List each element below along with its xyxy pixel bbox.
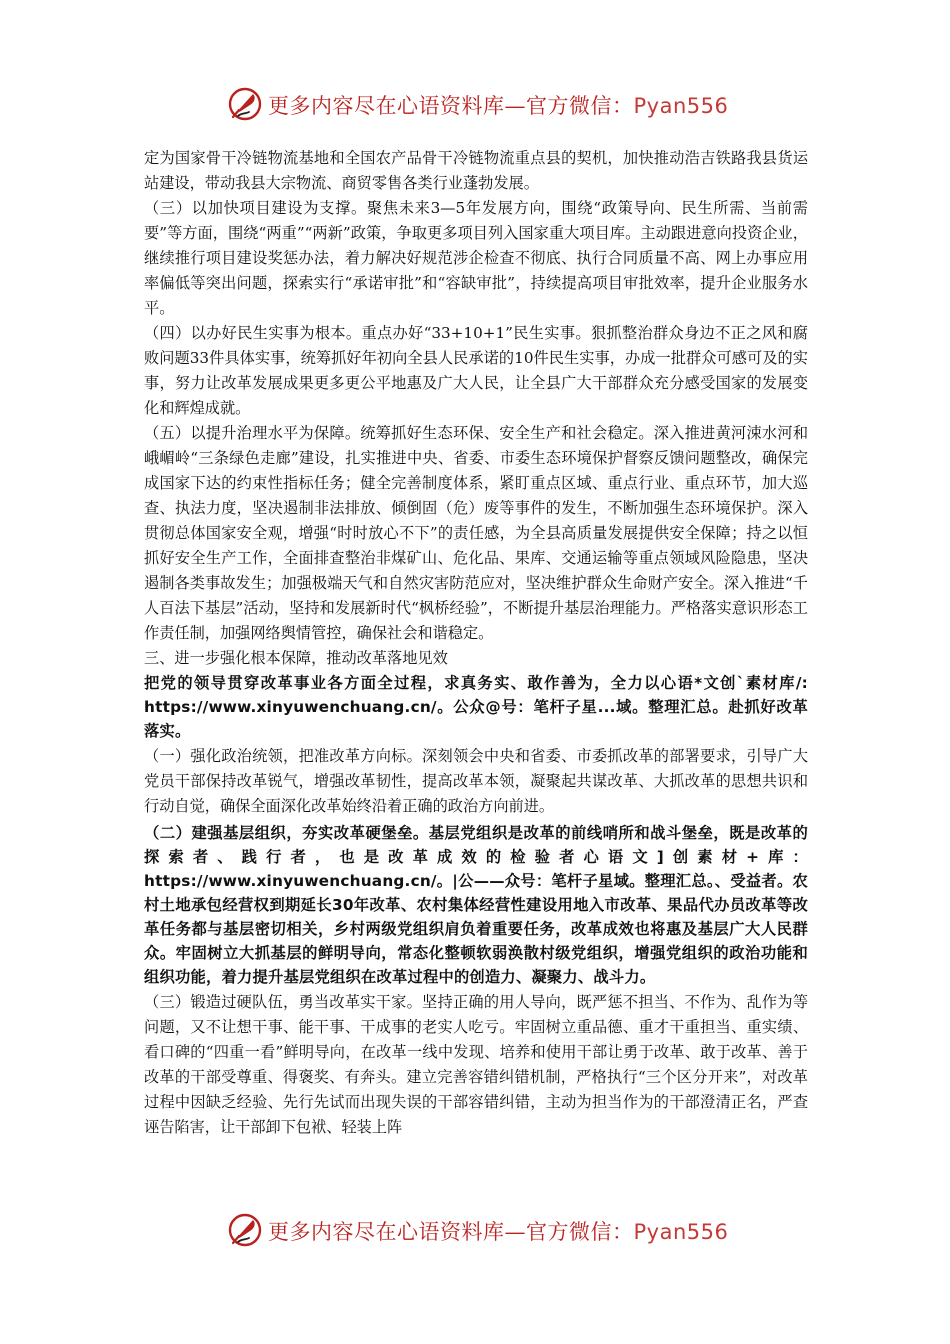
section-heading-3: 三、进一步强化根本保障，推动改革落地见效 bbox=[144, 649, 448, 667]
header-watermark bbox=[0, 84, 950, 124]
quill-logo-icon bbox=[227, 86, 263, 122]
footer-brand-text: 更多内容尽在心语资料库—官方微信：Pyan556 bbox=[268, 1220, 729, 1244]
paragraph-grassroots-organization: （二）建强基层组织，夯实改革硬堡垒。基层党组织是改革的前线哨所和战斗堡垒，既是改革的探索者、践行者，也是改革成效的检验者心语文]创素材+库：https://www.xinyuwenchuang.cn/。|公——众号：笔杆子星域。整理汇总。、受益者。农村土地承包经营权到期延长30年改革、农村集体经营性建设用地入市改革、果品代办员改革等改革任务都与基层密切相关，乡村两级党组织肩负着重要任务，改革成效也将惠及基层广大人民群众。牢固树立大抓基层的鲜明导向，常态化整顿软弱涣散村级党组织，增强党组织的政治功能和组织功能，着力提升基层党组织在改革过程中的创造力、凝聚力、战斗力。 bbox=[144, 824, 808, 986]
document-body bbox=[144, 146, 808, 1140]
footer-watermark bbox=[0, 1210, 950, 1250]
paragraph-party-leadership: 把党的领导贯穿改革事业各方面全过程，求真务实、敢作善为，全力以心语*文创`素材库/: https://www.xinyuwenchuang.cn/。公众@号：笔杆子星...域。整理汇总。赴抓好改革落实。 bbox=[144, 674, 808, 740]
paragraph-1: 定为国家骨干冷链物流基地和全国农产品骨干冷链物流重点县的契机，加快推动浩吉铁路我县货运站建设，带动我县大宗物流、商贸零售各类行业蓬勃发展。 bbox=[144, 149, 808, 192]
paragraph-livelihood: （四）以办好民生实事为根本。重点办好“33+10+1”民生实事。狠抓整治群众身边不正之风和腐败问题33件具体实事，统筹抓好年初向全县人民承诺的10件民生实事，办成一批群众可感可及的实事，努力让改革发展成果更多更公平地惠及广大人民，让全县广大干部群众充分感受国家的发展变化和辉煌成就。 bbox=[144, 324, 808, 417]
paragraph-political-guidance: （一）强化政治统领，把准改革方向标。深刻领会中央和省委、市委抓改革的部署要求，引导广大党员干部保持改革锐气，增强改革韧性，提高改革本领，凝聚起共谋改革、大抓改革的思想共识和行动自觉，确保全面深化改革始终沿着正确的政治方向前进。 bbox=[144, 747, 808, 815]
footer-wechat-id: Pyan556 bbox=[633, 1220, 729, 1244]
quill-logo-icon bbox=[227, 1212, 263, 1248]
paragraph-governance: （五）以提升治理水平为保障。统筹抓好生态环保、安全生产和社会稳定。深入推进黄河涑水河和峨嵋岭“三条绿色走廊”建设，扎实推进中央、省委、市委生态环境保护督察反馈问题整改，确保完成国家下达的约束性指标任务；健全完善制度体系，紧盯重点区域、重点行业、重点环节，加大巡查、执法力度，坚决遏制非法排放、倾倒固（危）废等事件的发生，不断加强生态环境保护。深入贯彻总体国家安全观，增强“时时放心不下”的责任感，为全县高质量发展提供安全保障；持之以恒抓好安全生产工作，全面排查整治非煤矿山、危化品、果库、交通运输等重点领域风险隐患，坚决遏制各类事故发生；加强极端天气和自然灾害防范应对，坚决维护群众生命财产安全。深入推进“千人百法下基层”活动，坚持和发展新时代“枫桥经验”，不断提升基层治理能力。严格落实意识形态工作责任制，加强网络舆情管控，确保社会和谐稳定。 bbox=[144, 424, 808, 642]
header-brand-text: 更多内容尽在心语资料库—官方微信：Pyan556 bbox=[268, 94, 729, 118]
paragraph-cadre-team: （三）锻造过硬队伍，勇当改革实干家。坚持正确的用人导向，既严惩不担当、不作为、乱作为等问题，又不让想干事、能干事、干成事的老实人吃亏。牢固树立重品德、重才干重担当、重实绩、看口碑的“四重一看”鲜明导向，在改革一线中发现、培养和使用干部让勇于改革、敢于改革、善于改革的干部受尊重、得褒奖、有奔头。建立完善容错纠错机制，严格执行“三个区分开来”，对改革过程中因缺乏经验、先行先试而出现失误的干部容错纠错，主动为担当作为的干部澄清正名，严查诬告陷害，让干部卸下包袱、轻装上阵 bbox=[144, 993, 808, 1136]
header-wechat-id: Pyan556 bbox=[633, 94, 729, 118]
paragraph-projects: （三）以加快项目建设为支撑。聚焦未来3—5年发展方向，围绕“政策导向、民生所需、当前需要”等方面，围绕“两重”“两新”政策，争取更多项目列入国家重大项目库。主动跟进意向投资企业，继续推行项目建设奖惩办法，着力解决好规范涉企检查不彻底、执行合同质量不高、网上办事应用率偏低等突出问题，探索实行“承诺审批”和“容缺审批”，持续提高项目审批效率，提升企业服务水平。 bbox=[144, 199, 808, 317]
